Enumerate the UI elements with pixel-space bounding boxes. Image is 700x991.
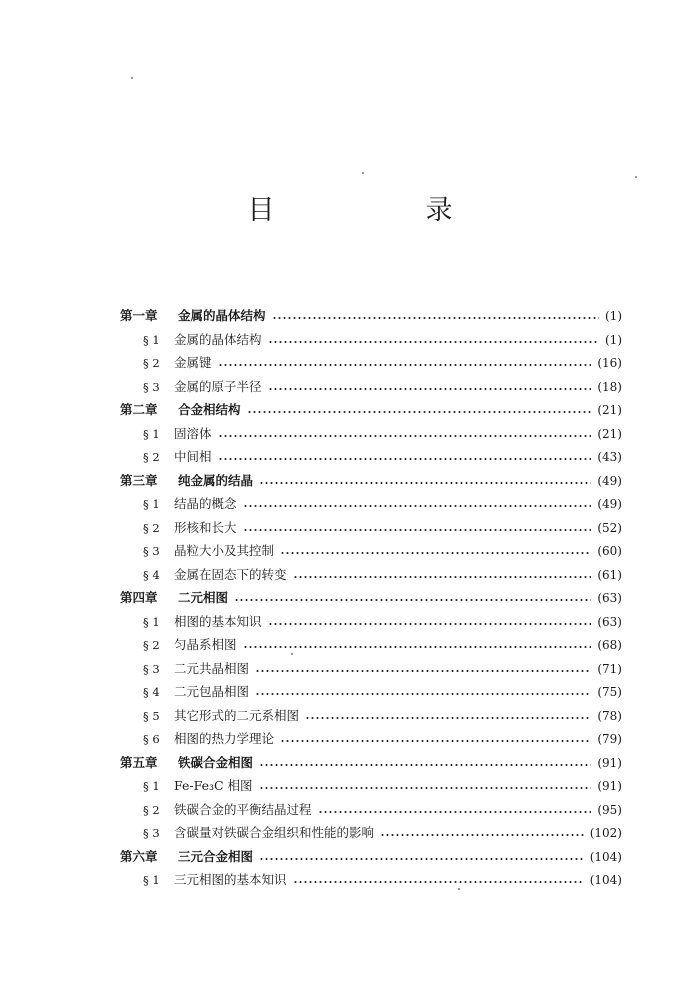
dot-leader xyxy=(259,857,584,861)
chapter-number: 第五章 xyxy=(120,754,158,770)
page-number: (1) xyxy=(605,309,622,323)
toc-section-entry xyxy=(143,540,622,562)
section-title: 固溶体 xyxy=(174,425,212,441)
section-title: 二元包晶相图 xyxy=(174,684,250,699)
dot-leader xyxy=(243,528,592,532)
chapter-number: 第二章 xyxy=(120,402,158,417)
scan-speck xyxy=(635,176,637,178)
section-title: 晶粒大小及其控制 xyxy=(174,543,275,558)
page-number: (68) xyxy=(597,638,622,652)
page-number: (43) xyxy=(597,450,622,464)
page-number: (21) xyxy=(597,403,622,417)
section-title: 中间相 xyxy=(174,449,212,464)
section-number: § 5 xyxy=(143,708,160,723)
page-number: (102) xyxy=(589,826,622,840)
toc-section-entry xyxy=(143,493,622,515)
section-title: 金属键 xyxy=(174,355,212,370)
page-number: (95) xyxy=(597,802,622,817)
dot-leader xyxy=(280,551,591,555)
toc-section-entry xyxy=(143,634,622,656)
section-title: 其它形式的二元系相图 xyxy=(174,707,300,723)
toc-section-entry xyxy=(143,681,622,703)
dot-leader xyxy=(259,763,591,767)
dot-leader xyxy=(218,457,592,461)
section-number: § 1 xyxy=(143,779,160,793)
chapter-number: 第三章 xyxy=(120,472,158,488)
chapter-title: 二元相图 xyxy=(178,590,229,605)
section-title: 相图的热力学理论 xyxy=(174,731,275,746)
section-number: § 1 xyxy=(143,332,160,347)
section-title: 金属的晶体结构 xyxy=(174,331,262,347)
section-title: 铁碳合金的平衡结晶过程 xyxy=(174,801,312,817)
dot-leader xyxy=(255,669,591,673)
section-number: § 1 xyxy=(143,497,160,511)
section-title: 二元共晶相图 xyxy=(174,660,250,676)
toc-section-entry xyxy=(143,329,622,351)
toc-section-entry xyxy=(143,775,622,797)
section-number: § 2 xyxy=(143,520,160,535)
chapter-number: 第一章 xyxy=(120,308,158,323)
section-number: § 2 xyxy=(143,638,160,652)
toc-chapter-entry xyxy=(120,846,622,868)
dot-leader xyxy=(218,363,592,367)
page-number: (60) xyxy=(597,544,622,558)
section-number: § 1 xyxy=(143,873,160,887)
page-number: (91) xyxy=(597,779,622,793)
toc-section-entry xyxy=(143,423,622,445)
dot-leader xyxy=(243,645,592,649)
toc-chapter-entry xyxy=(120,305,622,327)
chapter-number: 第四章 xyxy=(120,590,158,605)
scan-speck xyxy=(362,172,364,174)
page-number: (49) xyxy=(597,473,622,488)
page-number: (21) xyxy=(597,426,622,441)
chapter-title: 金属的晶体结构 xyxy=(178,308,266,323)
toc-chapter-entry xyxy=(120,399,622,421)
dot-leader xyxy=(247,410,592,414)
toc-section-entry xyxy=(143,869,622,891)
dot-leader xyxy=(280,739,591,743)
chapter-number: 第六章 xyxy=(120,848,158,864)
scan-speck xyxy=(458,888,460,890)
page-number: (18) xyxy=(597,379,622,394)
section-number: § 1 xyxy=(143,426,160,441)
section-title: 金属的原子半径 xyxy=(174,378,262,394)
chapter-title: 合金相结构 xyxy=(178,402,241,417)
toc-section-entry xyxy=(143,799,622,821)
dot-leader xyxy=(318,810,592,814)
page-number: (78) xyxy=(597,708,622,723)
dot-leader xyxy=(272,316,599,320)
dot-leader xyxy=(293,575,592,579)
chapter-title: 纯金属的结晶 xyxy=(178,472,254,488)
page-number: (61) xyxy=(597,567,622,582)
toc-section-entry xyxy=(143,376,622,398)
dot-leader xyxy=(268,340,599,344)
section-title: 金属在固态下的转变 xyxy=(174,566,287,582)
section-title: 三元相图的基本知识 xyxy=(174,872,287,887)
dot-leader xyxy=(255,692,591,696)
page-number: (79) xyxy=(597,732,622,746)
dot-leader xyxy=(218,434,592,438)
section-number: § 3 xyxy=(143,379,160,394)
dot-leader xyxy=(268,387,592,391)
toc-section-entry xyxy=(143,517,622,539)
dot-leader xyxy=(380,833,584,837)
page-number: (49) xyxy=(597,497,622,511)
section-number: § 4 xyxy=(143,567,160,582)
section-title: 形核和长大 xyxy=(174,519,237,535)
section-number: § 1 xyxy=(143,614,160,629)
page-number: (71) xyxy=(597,661,622,676)
section-number: § 4 xyxy=(143,685,160,699)
section-title: 结晶的概念 xyxy=(174,496,237,511)
section-number: § 3 xyxy=(143,544,160,558)
toc-section-entry xyxy=(143,705,622,727)
toc-chapter-entry xyxy=(120,587,622,609)
dot-leader xyxy=(259,786,592,790)
section-number: § 2 xyxy=(143,450,160,464)
dot-leader xyxy=(259,481,591,485)
toc-section-entry xyxy=(143,564,622,586)
page-number: (75) xyxy=(597,685,622,699)
page-number: (1) xyxy=(605,332,622,347)
page-number: (16) xyxy=(597,356,622,370)
dot-leader xyxy=(305,716,591,720)
section-title: 含碳量对铁碳合金组织和性能的影响 xyxy=(174,825,375,840)
dot-leader xyxy=(293,880,584,884)
dot-leader xyxy=(268,622,592,626)
toc-section-entry xyxy=(143,611,622,633)
scan-speck xyxy=(291,653,293,655)
scan-speck xyxy=(131,77,133,79)
page-number: (52) xyxy=(597,520,622,535)
page-number: (63) xyxy=(597,614,622,629)
toc-section-entry xyxy=(143,728,622,750)
toc-section-entry xyxy=(143,446,622,468)
section-number: § 2 xyxy=(143,356,160,370)
section-number: § 3 xyxy=(143,661,160,676)
section-number: § 6 xyxy=(143,732,160,746)
chapter-title: 铁碳合金相图 xyxy=(178,754,254,770)
page-number: (91) xyxy=(597,755,622,770)
toc-chapter-entry xyxy=(120,470,622,492)
page-title: 目 录 xyxy=(247,195,515,226)
page-number: (63) xyxy=(597,591,622,605)
chapter-title: 三元合金相图 xyxy=(178,848,254,864)
section-title: 相图的基本知识 xyxy=(174,613,262,629)
toc-section-entry xyxy=(143,822,622,844)
section-title: Fe-Fe₃C 相图 xyxy=(174,778,253,793)
toc-chapter-entry xyxy=(120,752,622,774)
section-number: § 2 xyxy=(143,802,160,817)
toc-section-entry xyxy=(143,658,622,680)
section-title: 匀晶系相图 xyxy=(174,637,237,652)
page-number: (104) xyxy=(589,849,622,864)
section-number: § 3 xyxy=(143,826,160,840)
page-number: (104) xyxy=(589,873,622,887)
toc-section-entry xyxy=(143,352,622,374)
dot-leader xyxy=(243,504,592,508)
dot-leader xyxy=(234,598,591,602)
